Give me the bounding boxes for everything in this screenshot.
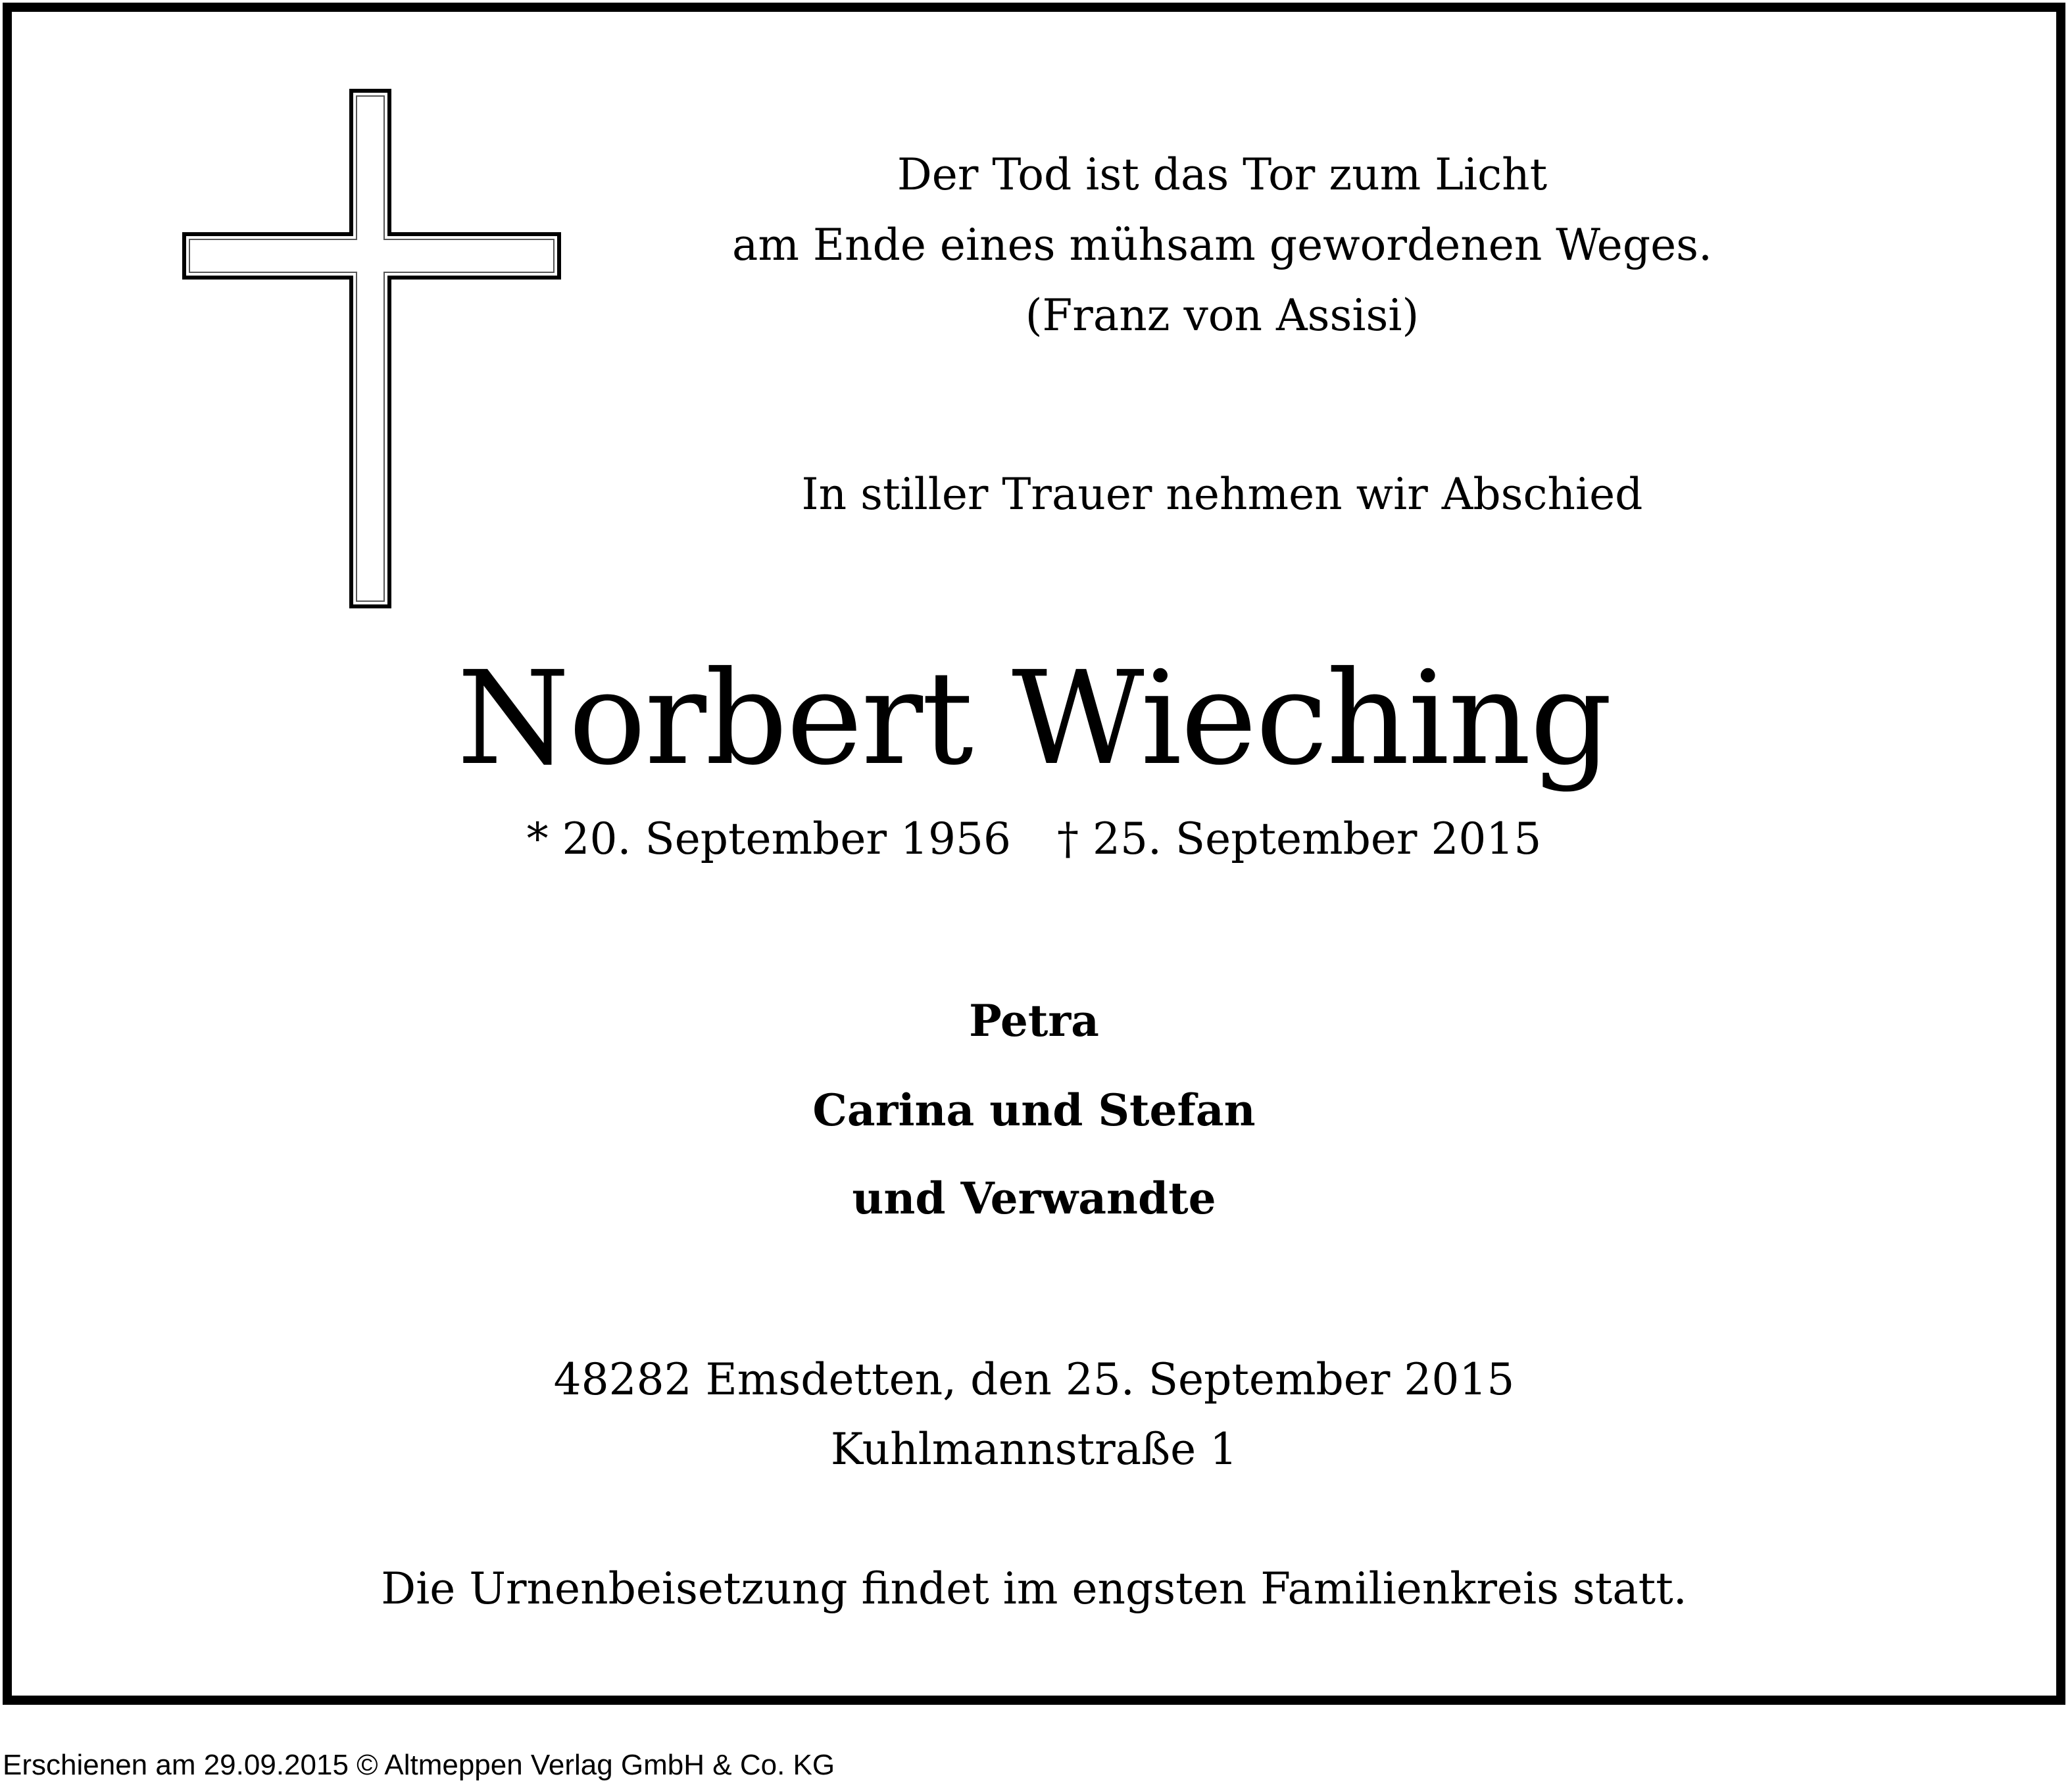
street-address: Kuhlmannstraße 1 [830,1424,1238,1475]
deceased-name: Norbert Wieching [456,644,1612,794]
obituary-notice [3,3,2065,1705]
mourner-name: Carina und Stefan [812,1085,1256,1136]
quote-line-2: am Ende eines mühsam gewordenen Weges. [732,220,1712,270]
intro-text: In stiller Trauer nehmen wir Abschied [801,469,1643,520]
place-and-date: 48282 Emsdetten, den 25. September 2015 [553,1354,1515,1405]
mourner-name: und Verwandte [852,1173,1216,1224]
life-dates [12,806,2056,872]
cross-icon [182,88,562,609]
quote-line-1: Der Tod ist das Tor zum Licht [897,149,1548,200]
quote-attribution: (Franz von Assisi) [1025,290,1419,341]
mourner-name: Petra [969,995,1099,1046]
publication-footer: Erschienen am 29.09.2015 © Altmeppen Verlag GmbH & Co. KG [3,1749,835,1781]
funeral-note: Die Urnenbeisetzung findet im engsten Familienkreis statt. [381,1563,1687,1614]
death-date: † 25. September 2015 [1057,814,1542,864]
birth-date: * 20. September 1956 [526,814,1011,864]
